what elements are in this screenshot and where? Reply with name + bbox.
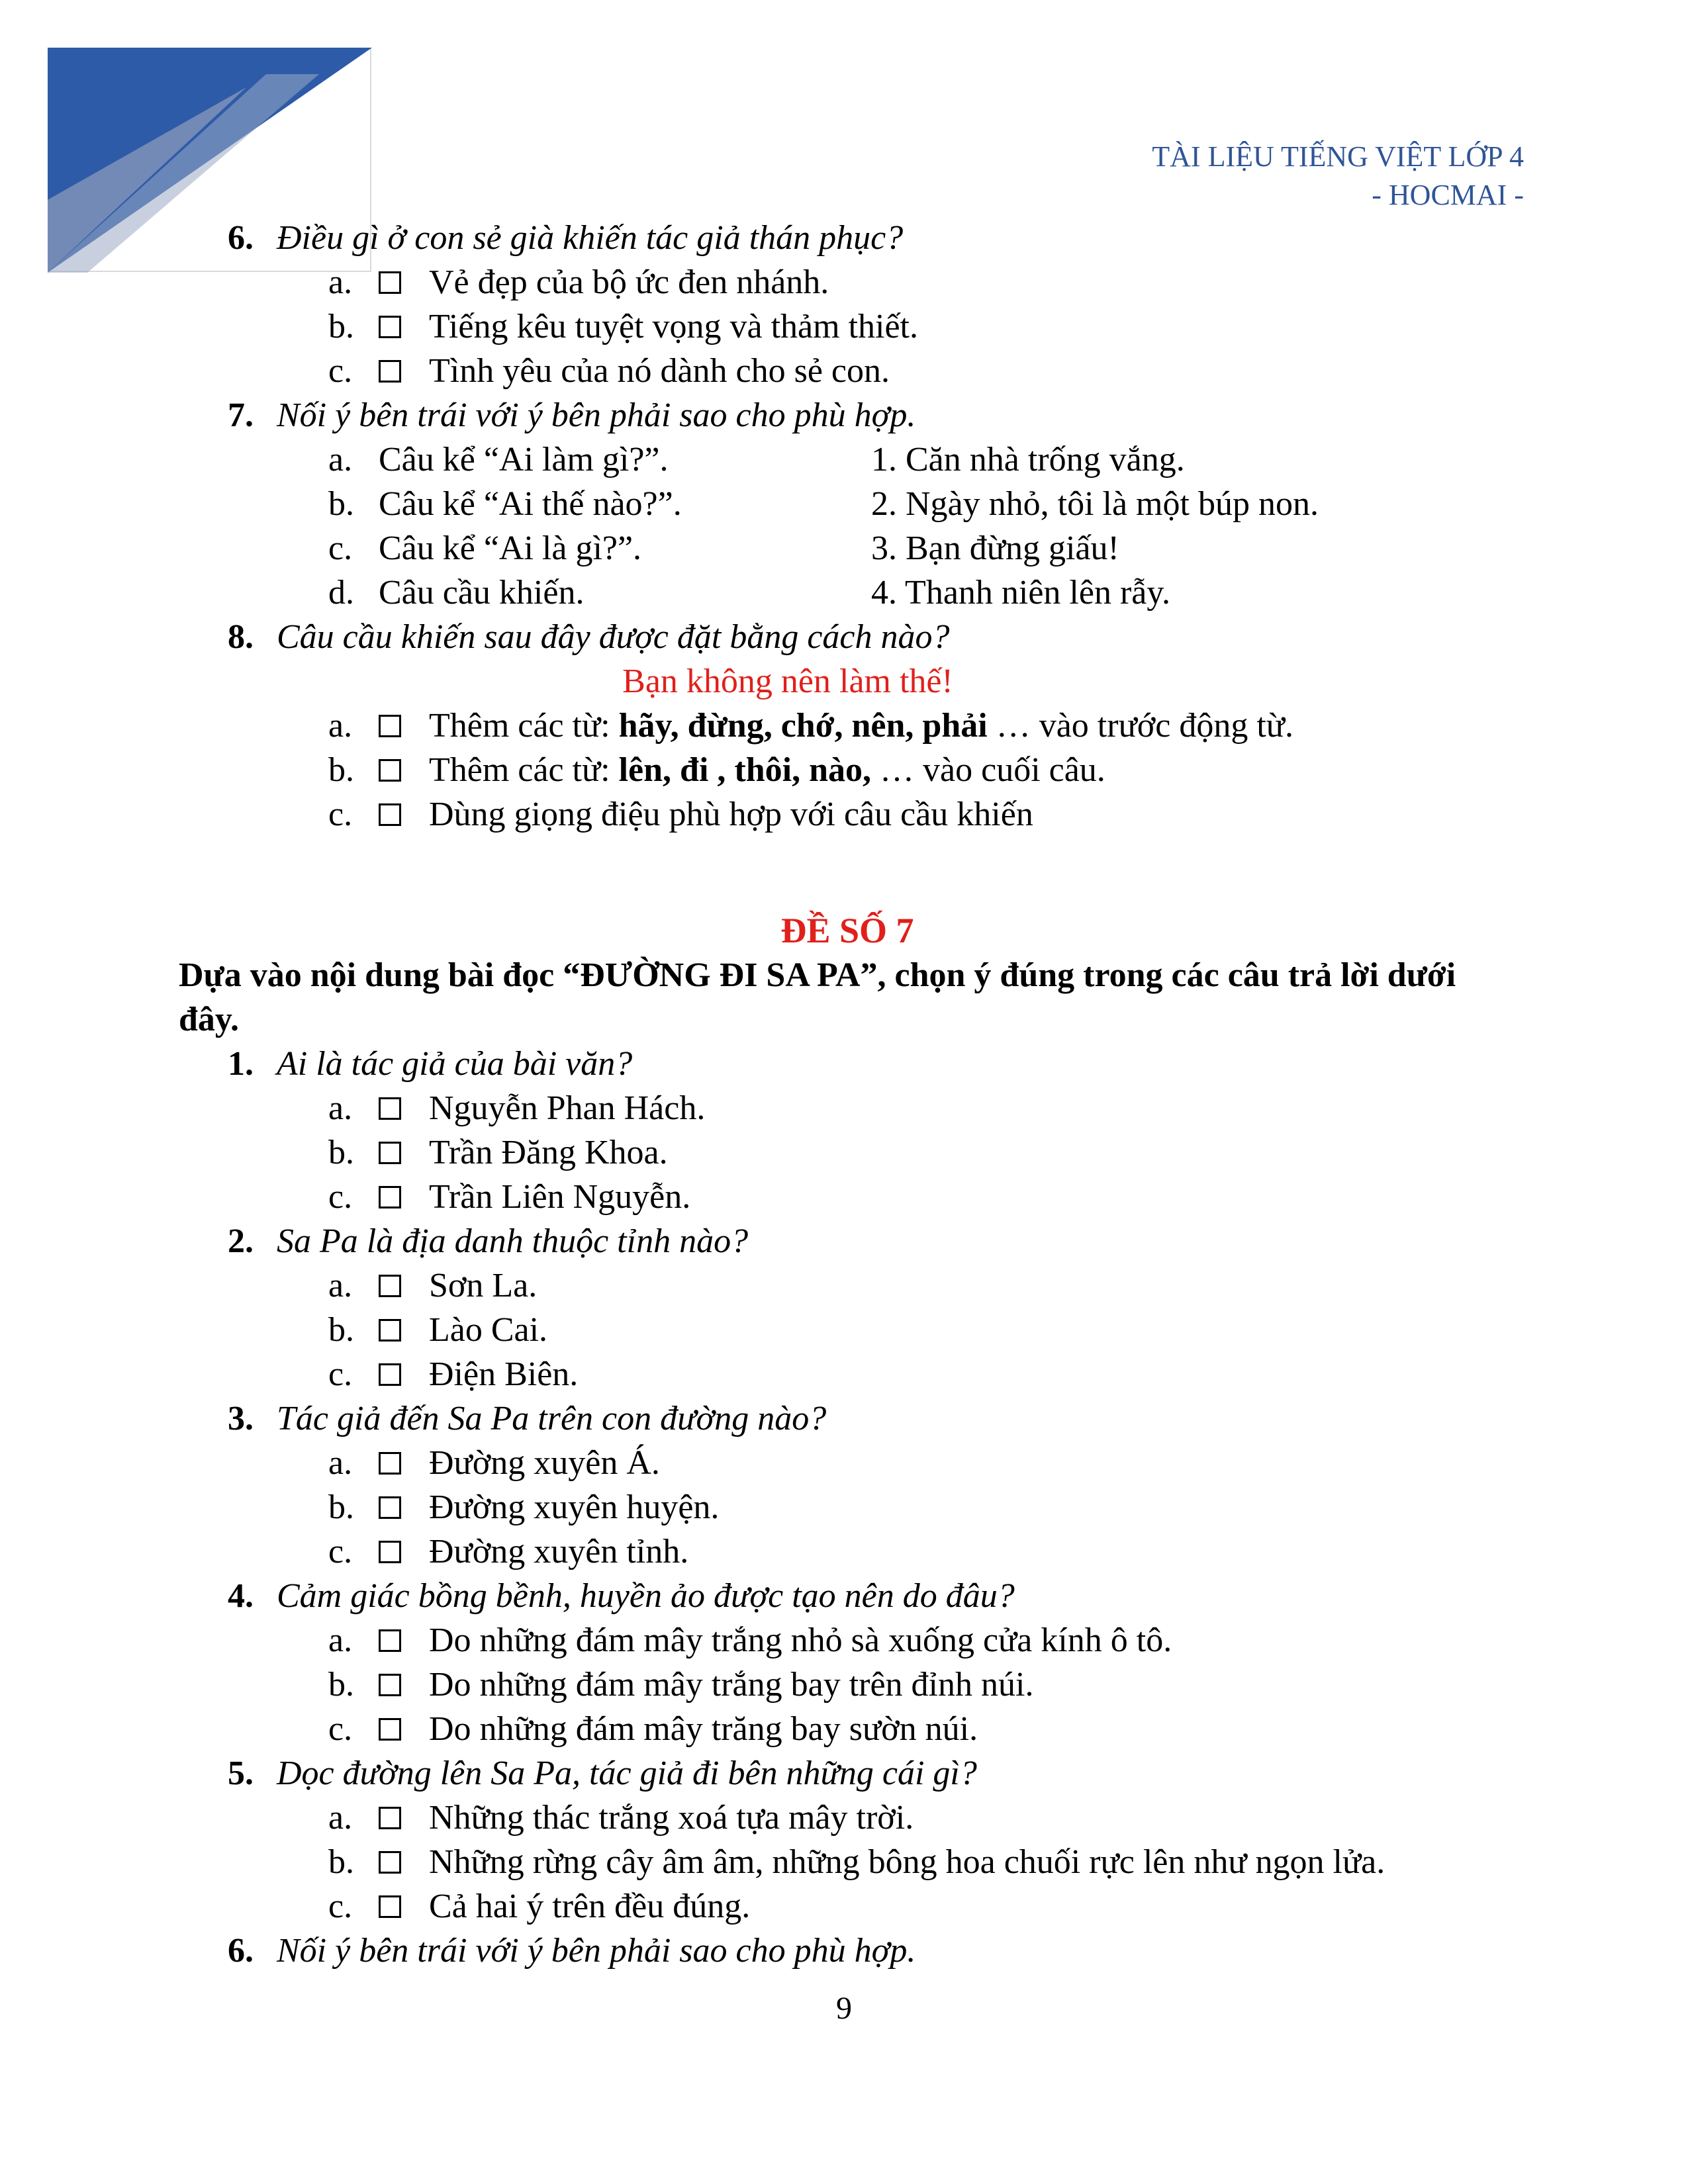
question-8 bbox=[179, 615, 1516, 659]
option-letter: c. bbox=[328, 1178, 353, 1216]
match-left: Câu kể “Ai là gì?”. bbox=[379, 529, 642, 567]
match-right: 3. Bạn đừng giấu! bbox=[871, 529, 1119, 567]
section-title: ĐỀ SỐ 7 bbox=[780, 911, 914, 950]
checkbox[interactable] bbox=[379, 1629, 401, 1652]
option-row bbox=[179, 304, 1516, 349]
page-content bbox=[179, 216, 1516, 1973]
option-text: Thêm các từ: lên, đi , thôi, nào, … vào cuối câu. bbox=[429, 751, 1105, 789]
option-text: Nguyễn Phan Hách. bbox=[429, 1089, 706, 1127]
match-row bbox=[179, 526, 1516, 570]
option-letter: a. bbox=[328, 1799, 353, 1837]
match-row bbox=[179, 482, 1516, 526]
question-number: 3. bbox=[228, 1400, 254, 1437]
option-letter: a. bbox=[328, 1089, 353, 1127]
question-text: Dọc đường lên Sa Pa, tác giả đi bên những cái gì? bbox=[277, 1754, 977, 1792]
header-title: TÀI LIỆU TIẾNG VIỆT LỚP 4 bbox=[1152, 140, 1524, 173]
option-text: Trần Liên Nguyễn. bbox=[429, 1178, 691, 1216]
match-row bbox=[179, 437, 1516, 482]
checkbox[interactable] bbox=[379, 803, 401, 826]
question-number: 6. bbox=[228, 219, 254, 257]
example-sentence: Bạn không nên làm thế! bbox=[622, 662, 953, 700]
option-row bbox=[179, 1130, 1516, 1175]
match-row bbox=[179, 570, 1516, 615]
match-left: Câu cầu khiến. bbox=[379, 574, 585, 612]
option-letter: b. bbox=[328, 1843, 354, 1881]
option-letter: c. bbox=[328, 1888, 353, 1925]
checkbox[interactable] bbox=[379, 1142, 401, 1164]
section-instructions: Dựa vào nội dung bài đọc “ĐƯỜNG ĐI SA PA”, chọn ý đúng trong các câu trả lời dưới đây. bbox=[179, 956, 1456, 1038]
checkbox[interactable] bbox=[379, 1541, 401, 1563]
option-text: Do những đám mây trắng nhỏ sà xuống cửa kính ô tô. bbox=[429, 1621, 1172, 1659]
question-6 bbox=[179, 216, 1516, 260]
option-text: Đường xuyên tỉnh. bbox=[429, 1533, 689, 1570]
question-6 bbox=[179, 1929, 1516, 1973]
option-row bbox=[179, 1707, 1516, 1751]
option-text: Đường xuyên huyện. bbox=[429, 1488, 720, 1526]
checkbox[interactable] bbox=[379, 1895, 401, 1918]
checkbox[interactable] bbox=[379, 360, 401, 383]
checkbox[interactable] bbox=[379, 1807, 401, 1829]
question-number: 2. bbox=[228, 1222, 254, 1260]
option-letter: c. bbox=[328, 1355, 353, 1393]
option-letter: c. bbox=[328, 529, 353, 567]
option-letter: a. bbox=[328, 441, 353, 478]
question-text: Điều gì ở con sẻ già khiến tác giả thán phục? bbox=[277, 219, 904, 257]
checkbox[interactable] bbox=[379, 1186, 401, 1208]
option-text: Lào Cai. bbox=[429, 1311, 548, 1349]
checkbox[interactable] bbox=[379, 1452, 401, 1475]
question-number: 1. bbox=[228, 1045, 254, 1083]
checkbox[interactable] bbox=[379, 1718, 401, 1741]
option-row bbox=[179, 1441, 1516, 1485]
option-letter: b. bbox=[328, 1488, 354, 1526]
checkbox[interactable] bbox=[379, 316, 401, 338]
option-letter: a. bbox=[328, 1621, 353, 1659]
option-text: Sơn La. bbox=[429, 1267, 538, 1304]
option-text: Do những đám mây trăng bay sườn núi. bbox=[429, 1710, 978, 1748]
option-text: Những thác trắng xoá tựa mây trời. bbox=[429, 1799, 914, 1837]
option-row bbox=[179, 1263, 1516, 1308]
option-row bbox=[179, 1840, 1516, 1884]
option-row bbox=[179, 260, 1516, 304]
question-1 bbox=[179, 1042, 1516, 1086]
option-row bbox=[179, 792, 1516, 837]
option-text: Thêm các từ: hãy, đừng, chớ, nên, phải … vào trước động từ. bbox=[429, 707, 1293, 745]
question-7 bbox=[179, 393, 1516, 437]
question-2 bbox=[179, 1219, 1516, 1263]
option-letter: b. bbox=[328, 485, 354, 523]
checkbox[interactable] bbox=[379, 1275, 401, 1297]
option-letter: c. bbox=[328, 1533, 353, 1570]
option-row bbox=[179, 748, 1516, 792]
option-row bbox=[179, 1352, 1516, 1396]
option-row bbox=[179, 349, 1516, 393]
option-letter: b. bbox=[328, 308, 354, 345]
option-text: Vẻ đẹp của bộ ức đen nhánh. bbox=[429, 263, 829, 301]
match-right: 1. Căn nhà trống vắng. bbox=[871, 441, 1185, 478]
option-row bbox=[179, 1618, 1516, 1662]
checkbox[interactable] bbox=[379, 1851, 401, 1874]
option-letter: b. bbox=[328, 1311, 354, 1349]
question-number: 4. bbox=[228, 1577, 254, 1615]
checkbox[interactable] bbox=[379, 1674, 401, 1696]
spacer bbox=[179, 837, 1516, 909]
checkbox[interactable] bbox=[379, 1319, 401, 1342]
match-left: Câu kể “Ai thế nào?”. bbox=[379, 485, 682, 523]
option-text: Trần Đăng Khoa. bbox=[429, 1134, 668, 1171]
option-row bbox=[179, 1485, 1516, 1529]
option-text: Cả hai ý trên đều đúng. bbox=[429, 1888, 751, 1925]
match-right: 4. Thanh niên lên rẫy. bbox=[871, 574, 1170, 612]
option-row bbox=[179, 1884, 1516, 1929]
option-row bbox=[179, 1086, 1516, 1130]
checkbox[interactable] bbox=[379, 271, 401, 294]
option-letter: a. bbox=[328, 707, 353, 745]
question-number: 8. bbox=[228, 618, 254, 656]
option-text: Tiếng kêu tuyệt vọng và thảm thiết. bbox=[429, 308, 918, 345]
checkbox[interactable] bbox=[379, 1496, 401, 1519]
match-right: 2. Ngày nhỏ, tôi là một búp non. bbox=[871, 485, 1319, 523]
question-4 bbox=[179, 1574, 1516, 1618]
option-letter: d. bbox=[328, 574, 354, 612]
question-text: Cảm giác bồng bềnh, huyền ảo được tạo nên do đâu? bbox=[277, 1577, 1015, 1615]
option-text: Đường xuyên Á. bbox=[429, 1444, 660, 1482]
option-letter: c. bbox=[328, 1710, 353, 1748]
page-header bbox=[1152, 138, 1524, 214]
option-text: Dùng giọng điệu phù hợp với câu cầu khiến bbox=[429, 796, 1033, 833]
option-letter: a. bbox=[328, 1444, 353, 1482]
option-text: Do những đám mây trắng bay trên đỉnh núi. bbox=[429, 1666, 1034, 1704]
option-row bbox=[179, 1796, 1516, 1840]
question-3 bbox=[179, 1396, 1516, 1441]
question-number: 5. bbox=[228, 1754, 254, 1792]
match-left: Câu kể “Ai làm gì?”. bbox=[379, 441, 669, 478]
question-text: Nối ý bên trái với ý bên phải sao cho phù hợp. bbox=[277, 1932, 916, 1970]
option-letter: c. bbox=[328, 796, 353, 833]
question-5 bbox=[179, 1751, 1516, 1796]
option-letter: b. bbox=[328, 1134, 354, 1171]
option-row bbox=[179, 704, 1516, 748]
question-text: Sa Pa là địa danh thuộc tỉnh nào? bbox=[277, 1222, 749, 1260]
question-text: Tác giả đến Sa Pa trên con đường nào? bbox=[277, 1400, 827, 1437]
option-row bbox=[179, 1308, 1516, 1352]
checkbox[interactable] bbox=[379, 759, 401, 782]
option-letter: a. bbox=[328, 263, 353, 301]
question-number: 6. bbox=[228, 1932, 254, 1970]
option-text: Điện Biên. bbox=[429, 1355, 579, 1393]
checkbox[interactable] bbox=[379, 1097, 401, 1120]
option-row bbox=[179, 1175, 1516, 1219]
header-subtitle: - HOCMAI - bbox=[1372, 179, 1524, 211]
option-letter: c. bbox=[328, 352, 353, 390]
question-text: Câu cầu khiến sau đây được đặt bằng cách nào? bbox=[277, 618, 950, 656]
option-text: Tình yêu của nó dành cho sẻ con. bbox=[429, 352, 890, 390]
checkbox[interactable] bbox=[379, 1363, 401, 1386]
option-letter: b. bbox=[328, 751, 354, 789]
page-number: 9 bbox=[836, 1991, 852, 2026]
question-text: Ai là tác giả của bài văn? bbox=[277, 1045, 633, 1083]
question-list bbox=[179, 1042, 1516, 1973]
option-letter: a. bbox=[328, 1267, 353, 1304]
question-text: Nối ý bên trái với ý bên phải sao cho phù hợp. bbox=[277, 396, 916, 434]
option-row bbox=[179, 1529, 1516, 1574]
option-row bbox=[179, 1662, 1516, 1707]
option-text: Những rừng cây âm âm, những bông hoa chuối rực lên như ngọn lửa. bbox=[429, 1843, 1385, 1881]
option-letter: b. bbox=[328, 1666, 354, 1704]
checkbox[interactable] bbox=[379, 715, 401, 737]
question-number: 7. bbox=[228, 396, 254, 434]
